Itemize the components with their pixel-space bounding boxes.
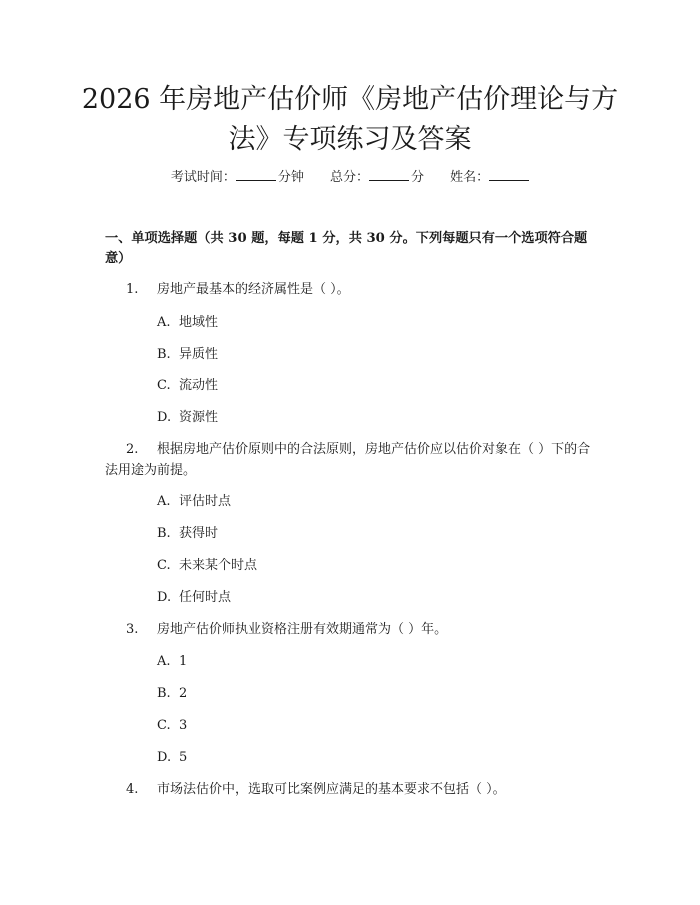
option-text: 3 xyxy=(179,718,188,733)
option-2b xyxy=(157,524,218,544)
option-text: 任何时点 xyxy=(179,590,232,605)
option-3c xyxy=(157,716,187,736)
exam-time-unit: 分钟 xyxy=(277,170,304,185)
option-text: 获得时 xyxy=(179,526,219,541)
total-score-unit: 分 xyxy=(411,170,425,185)
exam-info-row xyxy=(0,167,700,188)
question-number: 3. xyxy=(126,622,139,637)
option-1a xyxy=(157,313,218,333)
question-2 xyxy=(105,439,595,481)
question-number: 4. xyxy=(126,782,139,797)
option-letter: C. xyxy=(157,718,171,733)
total-score-label: 总分： xyxy=(329,170,369,185)
option-1d xyxy=(157,408,218,428)
total-score-field xyxy=(330,170,428,185)
option-text: 流动性 xyxy=(179,378,219,393)
option-letter: B. xyxy=(157,347,171,362)
option-letter: A. xyxy=(157,315,171,330)
question-number: 2. xyxy=(126,442,139,457)
option-letter: D. xyxy=(157,410,172,425)
option-text: 1 xyxy=(179,654,188,669)
option-3a xyxy=(157,652,187,672)
option-letter: B. xyxy=(157,526,171,541)
exam-time-field xyxy=(171,170,308,185)
option-letter: C. xyxy=(157,558,171,573)
question-3 xyxy=(105,619,595,640)
question-number: 1. xyxy=(126,282,139,297)
page-title-line-2: 法》专项练习及答案 xyxy=(228,124,472,155)
question-4 xyxy=(105,779,595,800)
question-text: 房地产最基本的经济属性是（ ）。 xyxy=(157,282,350,297)
section-heading: 一、单项选择题（共 30 题，每题 1 分，共 30 分。下列每题只有一个选项符合题意） xyxy=(105,231,588,266)
name-field xyxy=(450,170,529,185)
total-score-blank xyxy=(369,167,409,181)
option-1b xyxy=(157,345,218,365)
option-text: 5 xyxy=(179,750,188,765)
question-text: 市场法估价中，选取可比案例应满足的基本要求不包括（ ）。 xyxy=(157,782,506,797)
option-2a xyxy=(157,492,231,512)
question-1 xyxy=(105,279,595,300)
option-text: 资源性 xyxy=(179,410,219,425)
option-3b xyxy=(157,684,187,704)
option-text: 异质性 xyxy=(179,347,219,362)
question-text: 根据房地产估价原则中的合法原则，房地产估价应以估价对象在（ ）下的合法用途为前提。 xyxy=(105,442,591,478)
option-text: 未来某个时点 xyxy=(179,558,258,573)
option-letter: C. xyxy=(157,378,171,393)
name-label: 姓名： xyxy=(450,170,490,185)
option-letter: B. xyxy=(157,686,171,701)
option-text: 评估时点 xyxy=(179,494,232,509)
option-2c xyxy=(157,556,257,576)
option-2d xyxy=(157,588,231,608)
exam-time-blank xyxy=(236,167,276,181)
option-text: 2 xyxy=(179,686,188,701)
exam-time-label: 考试时间： xyxy=(170,170,236,185)
option-letter: A. xyxy=(157,494,171,509)
page-title-line-1: 2026 年房地产估价师《房地产估价理论与方 xyxy=(81,84,619,115)
option-letter: D. xyxy=(157,590,172,605)
name-blank xyxy=(489,167,529,181)
option-text: 地域性 xyxy=(179,315,219,330)
option-3d xyxy=(157,748,187,768)
option-letter: D. xyxy=(157,750,172,765)
option-letter: A. xyxy=(157,654,171,669)
question-text: 房地产估价师执业资格注册有效期通常为（ ）年。 xyxy=(157,622,448,637)
option-1c xyxy=(157,376,218,396)
